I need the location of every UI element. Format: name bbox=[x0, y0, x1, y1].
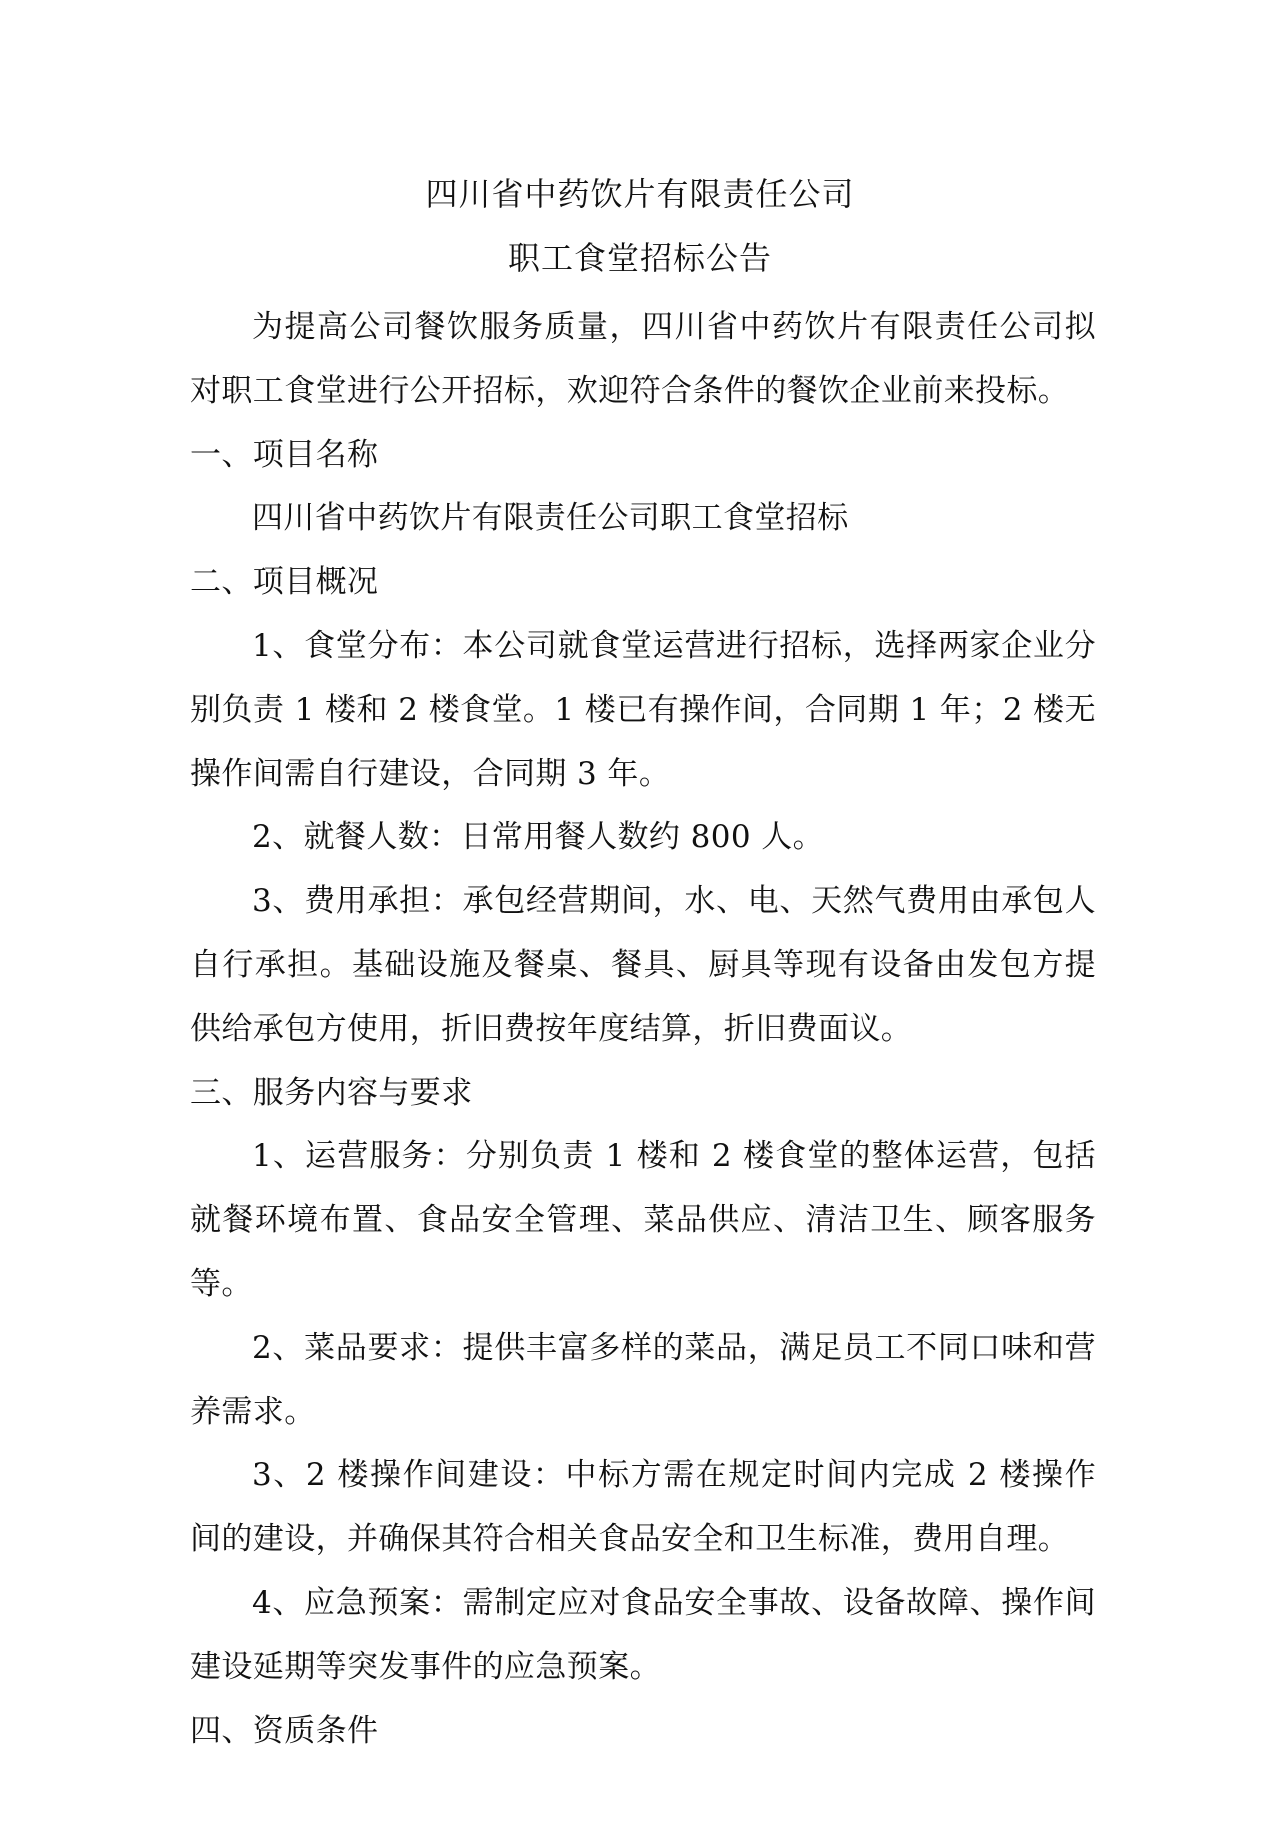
service-item-operations: 1、运营服务：分别负责 1 楼和 2 楼食堂的整体运营，包括就餐环境布置、食品安全管理、菜品供应、清洁卫生、顾客服务等。 bbox=[190, 1138, 1096, 1302]
overview-item-cost-bearing: 3、费用承担：承包经营期间，水、电、天然气费用由承包人自行承担。基础设施及餐桌、餐具、厨具等现有设备由发包方提供给承包方使用，折旧费按年度结算，折旧费面议。 bbox=[190, 883, 1096, 1047]
section-heading-qualifications: 四、资质条件 bbox=[190, 1712, 379, 1749]
service-item-emergency-plan: 4、应急预案：需制定应对食品安全事故、设备故障、操作间建设延期等突发事件的应急预案。 bbox=[190, 1584, 1096, 1685]
section-heading-service-requirements: 三、服务内容与要求 bbox=[190, 1074, 473, 1111]
company-name: 四川省中药饮片有限责任公司 bbox=[425, 175, 855, 213]
service-item-kitchen-construction: 3、2 楼操作间建设：中标方需在规定时间内完成 2 楼操作间的建设，并确保其符合相关食品安全和卫生标准，费用自理。 bbox=[190, 1457, 1096, 1558]
intro-paragraph: 为提高公司餐饮服务质量，四川省中药饮片有限责任公司拟对职工食堂进行公开招标，欢迎符合条件的餐饮企业前来投标。 bbox=[190, 309, 1096, 409]
section-heading-project-name: 一、项目名称 bbox=[190, 436, 379, 473]
project-name-paragraph: 四川省中药饮片有限责任公司职工食堂招标 bbox=[252, 500, 849, 537]
overview-item-canteen-distribution: 1、食堂分布：本公司就食堂运营进行招标，选择两家企业分别负责 1 楼和 2 楼食堂。1 楼已有操作间，合同期 1 年；2 楼无操作间需自行建设，合同期 3 年。 bbox=[190, 627, 1096, 792]
section-heading-project-overview: 二、项目概况 bbox=[190, 564, 379, 601]
document-body bbox=[190, 296, 1096, 1763]
document-title: 职工食堂招标公告 bbox=[507, 239, 772, 277]
service-item-menu: 2、菜品要求：提供丰富多样的菜品，满足员工不同口味和营养需求。 bbox=[190, 1329, 1096, 1430]
overview-item-diner-count: 2、就餐人数：日常用餐人数约 800 人。 bbox=[252, 819, 824, 856]
